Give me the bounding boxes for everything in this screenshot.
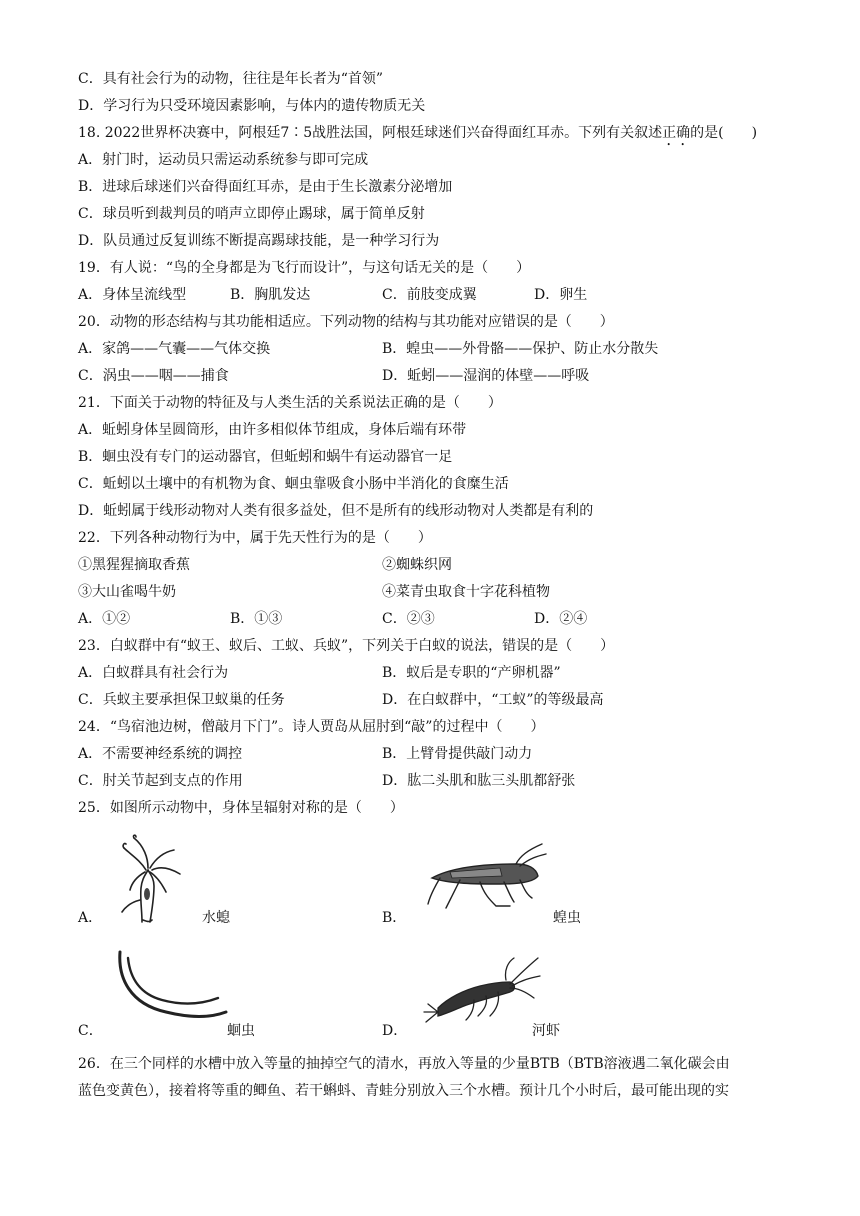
q25-option-a: A． bbox=[78, 910, 103, 926]
q18-stem-text: 18. 2022世界杯决赛中，阿根廷7∶5战胜法国，阿根廷球迷们兴奋得面红耳赤。下列有关叙述 bbox=[78, 125, 663, 141]
q21-option-c: C．蚯蚓以土壤中的有机物为食、蛔虫靠吸食小肠中半消化的食糜生活 bbox=[78, 476, 509, 492]
q23-option-d: D．在白蚁群中，“工蚁”的等级最高 bbox=[382, 692, 604, 708]
grasshopper-image bbox=[420, 838, 550, 914]
q22-item-4: ④菜青虫取食十字花科植物 bbox=[382, 584, 550, 600]
q25-stem: 25．如图所示动物中，身体呈辐射对称的是（ ） bbox=[78, 800, 404, 816]
q22-option-b: B．①③ bbox=[230, 611, 283, 627]
q20-option-c: C．涡虫——咽——捕食 bbox=[78, 368, 229, 384]
q22-item-2: ②蜘蛛织网 bbox=[382, 557, 452, 573]
q25-option-b: B． bbox=[382, 910, 407, 926]
q21-option-b: B．蛔虫没有专门的运动器官，但蚯蚓和蜗牛有运动器官一足 bbox=[78, 449, 453, 465]
q20-option-d: D．蚯蚓——湿润的体壁——呼吸 bbox=[382, 368, 590, 384]
q17-option-d: D．学习行为只受环境因素影响，与体内的遗传物质无关 bbox=[78, 98, 426, 114]
q24-option-a: A．不需要神经系统的调控 bbox=[78, 746, 243, 762]
q25-option-d: D． bbox=[382, 1023, 408, 1039]
q18-option-b: B．进球后球迷们兴奋得面红耳赤，是由于生长激素分泌增加 bbox=[78, 179, 453, 195]
shrimp-caption: 河虾 bbox=[532, 1023, 560, 1039]
q22-option-d: D．②④ bbox=[534, 611, 588, 627]
q26-line-2: 蓝色变黄色），接着将等重的鲫鱼、若干蝌蚪、青蛙分别放入三个水槽。预计几个小时后，最可能出现的实 bbox=[78, 1083, 729, 1099]
q19-option-c: C．前肢变成翼 bbox=[382, 287, 477, 303]
q18-option-d: D．队员通过反复训练不断提高踢球技能，是一种学习行为 bbox=[78, 233, 440, 249]
q18-stem bbox=[78, 124, 757, 149]
q18-option-a: A．射门时，运动员只需运动系统参与即可完成 bbox=[78, 152, 369, 168]
q23-stem: 23．白蚁群中有“蚁王、蚁后、工蚁、兵蚁”，下列关于白蚁的说法，错误的是（ ） bbox=[78, 638, 615, 654]
q19-stem: 19．有人说：“鸟的全身都是为飞行而设计”，与这句话无关的是（ ） bbox=[78, 260, 531, 276]
hydra-image bbox=[112, 830, 192, 926]
q23-option-b: B．蚁后是专职的“产卵机器” bbox=[382, 665, 561, 681]
q18-stem-emphasis: 正确 bbox=[662, 125, 691, 141]
q24-option-b: B．上臂骨提供敲门动力 bbox=[382, 746, 533, 762]
q17-option-c: C．具有社会行为的动物，往往是年长者为“首领” bbox=[78, 71, 384, 87]
q19-option-a: A．身体呈流线型 bbox=[78, 287, 187, 303]
q24-stem: 24．“鸟宿池边树，僧敲月下门”。诗人贾岛从屈肘到“敲”的过程中（ ） bbox=[78, 719, 545, 735]
q21-stem: 21．下面关于动物的特征及与人类生活的关系说法正确的是（ ） bbox=[78, 395, 502, 411]
q18-option-c: C．球员听到裁判员的哨声立即停止踢球，属于简单反射 bbox=[78, 206, 425, 222]
q20-option-b: B．蝗虫——外骨骼——保护、防止水分散失 bbox=[382, 341, 659, 357]
q19-option-b: B．胸肌发达 bbox=[230, 287, 311, 303]
roundworm-caption: 蛔虫 bbox=[227, 1023, 255, 1039]
q22-option-a: A．①② bbox=[78, 611, 131, 627]
hydra-caption: 水螅 bbox=[202, 910, 230, 926]
shrimp-image bbox=[418, 952, 542, 1026]
q22-item-3: ③大山雀喝牛奶 bbox=[78, 584, 176, 600]
q21-option-a: A．蚯蚓身体呈圆筒形，由许多相似体节组成，身体后端有环带 bbox=[78, 422, 467, 438]
q22-stem: 22．下列各种动物行为中，属于先天性行为的是（ ） bbox=[78, 530, 432, 546]
q26-line-1: 26．在三个同样的水槽中放入等量的抽掉空气的清水，再放入等量的少量BTB（BTB溶液遇二氧化碳会由 bbox=[78, 1056, 730, 1072]
q21-option-d: D．蚯蚓属于线形动物对人类有很多益处，但不是所有的线形动物对人类都是有利的 bbox=[78, 503, 594, 519]
q22-option-c: C．②③ bbox=[382, 611, 435, 627]
q23-option-c: C．兵蚁主要承担保卫蚁巢的任务 bbox=[78, 692, 285, 708]
q22-item-1: ①黑猩猩摘取香蕉 bbox=[78, 557, 190, 573]
q20-option-a: A．家鸽——气囊——气体交换 bbox=[78, 341, 271, 357]
q23-option-a: A．白蚁群具有社会行为 bbox=[78, 665, 229, 681]
q20-stem: 20．动物的形态结构与其功能相适应。下列动物的结构与其功能对应错误的是（ ） bbox=[78, 314, 614, 330]
q19-option-d: D．卵生 bbox=[534, 287, 588, 303]
q24-option-d: D．肱二头肌和肱三头肌都舒张 bbox=[382, 773, 576, 789]
q25-option-c: C． bbox=[78, 1023, 103, 1039]
q24-option-c: C．肘关节起到支点的作用 bbox=[78, 773, 243, 789]
q18-stem-tail: 的是( ) bbox=[690, 125, 758, 141]
roundworm-image bbox=[106, 948, 234, 1028]
grasshopper-caption: 蝗虫 bbox=[553, 910, 581, 926]
